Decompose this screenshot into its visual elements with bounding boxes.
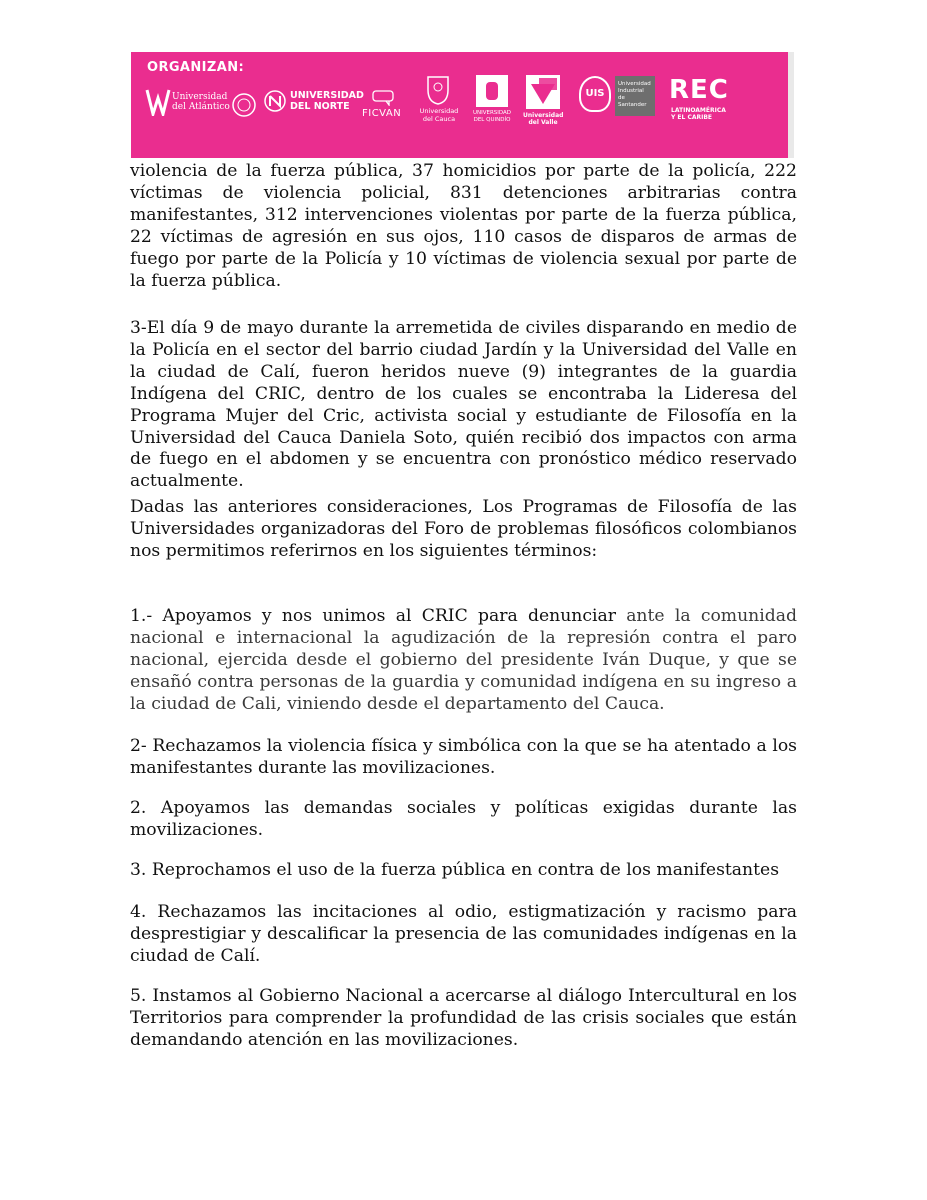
uis-mark: UIS	[579, 76, 611, 112]
uis-name-line3: Santander	[618, 102, 647, 108]
paragraph-item-3: 3. Reprochamos el uso de la fuerza pública en contra de los manifestantes	[130, 860, 780, 880]
rec-subtitle-line2: Y EL CARIBE	[671, 114, 713, 121]
valle-name-line2: del Valle	[528, 119, 558, 126]
paragraph-item-5: 5. Instamos al Gobierno Nacional a acercarse al diálogo Intercultural en los Territorios para comprender la profundidad de las crisis sociales que están demandando atención en las movilizaciones.	[130, 986, 797, 1050]
uis-name-line1: Universidad	[618, 81, 651, 87]
cauca-shield-icon	[425, 74, 451, 106]
uis-name-line2: Industrial de	[618, 88, 644, 101]
rec-subtitle-line1: LATINOAMÉRICA	[671, 107, 726, 114]
paragraph-item-4: 4. Rechazamos las incitaciones al odio, estigmatización y racismo para desprestigiar y descalificar la presencia de las comunidades indígenas en la ciudad de Calí.	[130, 902, 797, 966]
paragraph-violence-stats: violencia de la fuerza pública, 37 homicidios por parte de la policía, 222 víctimas de violencia policial, 831 detenciones arbitrarias contra manifestantes, 312 intervenciones violentas por parte de la fuerza pública, 22 víctimas de agresión en sus ojos, 110 casos de disparos de armas de fuego por parte de la Policía y 10 víctimas de violencia sexual por parte de la fuerza pública.	[130, 161, 797, 291]
cauca-name: Universidad del Cauca	[419, 107, 459, 123]
item-1-rest: ante la comunidad nacional e internacional la agudización de la represión contra el paro nacional, ejercida desde el gobierno del presidente Iván Duque, y que se ensañó contra personas de la guardia y comunidad indígena en su ingreso a la ciudad de Cali, viniendo desde el departamento del Cauca.	[130, 606, 797, 714]
atlantico-mark-icon	[145, 88, 171, 116]
quindio-mark-icon	[475, 74, 509, 108]
paragraph-item-1	[130, 606, 797, 716]
speech-bubble-icon	[372, 90, 394, 106]
rec-name: REC	[669, 75, 729, 105]
valle-mark-icon	[525, 74, 561, 110]
quindio-name: UNIVERSIDAD DEL QUINDÍO	[472, 110, 512, 123]
seal-icon	[231, 92, 257, 118]
paragraph-item-2-reject-violence: 2- Rechazamos la violencia física y simbólica con la que se ha atentado a los manifestantes durante las movilizaciones.	[130, 736, 797, 778]
norte-name-line1: UNIVERSIDAD	[290, 90, 364, 101]
paragraph-considerations: Dadas las anteriores consideraciones, Los Programas de Filosofía de las Universidades organizadoras del Foro de problemas filosóficos colombianos nos permitimos referirnos en los siguientes términos:	[130, 497, 797, 561]
valle-name-line1: Universidad	[523, 112, 564, 119]
ficvan-name: FICVAN	[362, 108, 402, 119]
banner-title: ORGANIZAN:	[147, 60, 245, 75]
university-seal-logo	[231, 92, 257, 122]
paragraph-may-9-incident: 3-El día 9 de mayo durante la arremetida de civiles disparando en medio de la Policía en el sector del barrio ciudad Jardín y la Universidad del Valle en la ciudad de Calí, fueron heridos nueve (9) integrantes de la guardia Indígena del CRIC, dentro de los cuales se encontraba la Lideresa del Programa Mujer del Cric, activista social y estudiante de Filosofía en la Universidad del Cauca Daniela Soto, quién recibió dos impactos con arma de fuego en el abdomen y se encuentra con pronóstico médico reservado actualmente.	[130, 318, 797, 492]
norte-name-line2: DEL NORTE	[290, 101, 350, 112]
paragraph-item-2-support-demands: 2. Apoyamos las demandas sociales y políticas exigidas durante las movilizaciones.	[130, 798, 797, 840]
norte-mark-icon	[264, 90, 286, 112]
organizers-banner	[131, 52, 794, 158]
uis-name-box	[615, 76, 655, 116]
atlantico-name-line1: Universidad	[172, 92, 228, 102]
atlantico-name-line2: del Atlántico	[172, 102, 230, 112]
item-1-lead: 1.- Apoyamos y nos unimos al CRIC para denunciar	[130, 606, 627, 626]
